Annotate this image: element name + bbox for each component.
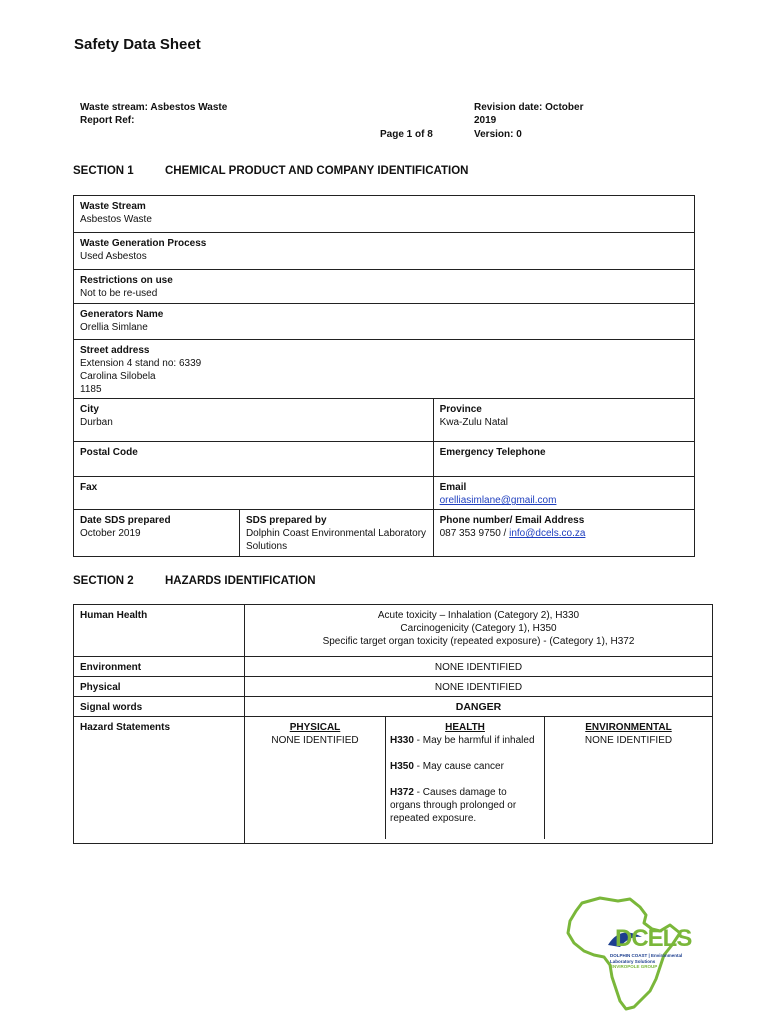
logo-brand (615, 925, 691, 953)
h330-code: H330 (390, 735, 414, 746)
table-row (74, 697, 713, 717)
hazard-statements-cell (245, 717, 713, 844)
dcels-logo (560, 895, 710, 1015)
fax-cell (74, 477, 434, 510)
table-row (74, 657, 713, 677)
h330-statement (390, 734, 540, 747)
waste-stream-cell (74, 196, 695, 233)
field-value: Durban (80, 417, 113, 428)
email-link[interactable]: orelliasimlane@gmail.com (439, 495, 557, 506)
h372-statement (390, 786, 540, 825)
table-row (74, 233, 695, 270)
h350-statement (390, 760, 540, 773)
physical-statement: NONE IDENTIFIED (271, 735, 359, 746)
field-value: Dolphin Coast Environmental Laboratory Solutions (245, 528, 427, 552)
logo-brand-text: DCELS (615, 925, 692, 952)
table-row (74, 340, 695, 399)
phone-cell (433, 510, 694, 557)
signal-words-value: DANGER (245, 697, 713, 717)
company-email-link[interactable]: info@dcels.co.za (509, 528, 586, 539)
hazard-line: Specific target organ toxicity (repeated exposure) - (Category 1), H372 (322, 636, 635, 647)
document-title: Safety Data Sheet (74, 36, 201, 53)
table-row (74, 717, 713, 844)
logo-sub3: ENVIROPOLE GROUP (610, 964, 658, 969)
address-line1: Extension 4 stand no: 6339 (80, 358, 202, 369)
field-value: October 2019 (80, 528, 141, 539)
table-row (74, 677, 713, 697)
field-value: Not to be re-used (80, 288, 158, 299)
field-label: Date SDS prepared (80, 515, 171, 526)
health-heading: HEALTH (445, 722, 485, 733)
physical-value: NONE IDENTIFIED (245, 677, 713, 697)
table-row (74, 304, 695, 340)
physical-label: Physical (74, 677, 245, 697)
environmental-column (545, 717, 713, 839)
report-ref-meta: Report Ref: (80, 115, 135, 127)
section2-table (73, 604, 713, 844)
city-cell (74, 399, 434, 442)
table-row (74, 510, 695, 557)
field-label: Emergency Telephone (439, 447, 546, 458)
field-value: Kwa-Zulu Natal (439, 417, 508, 428)
section2-number: SECTION 2 (73, 575, 134, 587)
phone-value (440, 527, 688, 540)
version: Version: 0 (474, 128, 522, 140)
environmental-statement: NONE IDENTIFIED (584, 735, 673, 746)
section2-title: HAZARDS IDENTIFICATION (165, 575, 316, 587)
phone-number: 087 353 9750 / (439, 528, 510, 539)
hazard-statements-inner (245, 717, 712, 839)
logo-sub1: DOLPHIN COAST (610, 953, 648, 958)
field-value: Asbestos Waste (80, 214, 152, 225)
human-health-cell (245, 605, 713, 657)
section2-heading (73, 575, 316, 587)
h330-text: - May be harmful if inhaled (413, 735, 535, 746)
hazard-line: Acute toxicity – Inhalation (Category 2), H330 (377, 610, 580, 621)
section1-title: CHEMICAL PRODUCT AND COMPANY IDENTIFICATION (165, 165, 469, 177)
field-label: Generators Name (80, 309, 164, 320)
signal-words-label: Signal words (74, 697, 245, 717)
h372-code: H372 (390, 787, 414, 798)
waste-stream-meta: Waste stream: Asbestos Waste (80, 102, 228, 113)
address-line3: 1185 (80, 384, 102, 395)
table-row (74, 399, 695, 442)
section1-number: SECTION 1 (73, 165, 134, 177)
field-label: Fax (80, 482, 98, 493)
field-label: Street address (80, 345, 150, 356)
hazard-line: Carcinogenicity (Category 1), H350 (400, 623, 557, 634)
field-value: Orellia Simlane (80, 322, 148, 333)
province-cell (433, 399, 694, 442)
human-health-label: Human Health (74, 605, 245, 657)
environmental-heading: ENVIRONMENTAL (585, 722, 672, 733)
field-label: Restrictions on use (80, 275, 173, 286)
table-row (74, 196, 695, 233)
emergency-cell (433, 442, 694, 477)
field-label: Postal Code (80, 447, 138, 458)
health-column (386, 717, 545, 839)
table-row (74, 270, 695, 304)
environment-label: Environment (74, 657, 245, 677)
field-value: Used Asbestos (80, 251, 147, 262)
h350-text: - May cause cancer (413, 761, 504, 772)
meta-left (80, 101, 227, 128)
address-line2: Carolina Silobela (80, 371, 156, 382)
field-label: Waste Generation Process (80, 238, 207, 249)
physical-heading: PHYSICAL (289, 722, 341, 733)
meta-right (474, 101, 594, 141)
logo-subtitle: DOLPHIN COAST | Environmental Laboratory Solutions ENVIROPOLE GROUP (610, 953, 683, 969)
logo-sub2: Environmental Laboratory Solutions (610, 953, 683, 964)
h350-code: H350 (390, 761, 414, 772)
field-label: Province (439, 404, 482, 415)
table-row (74, 442, 695, 477)
postal-cell (74, 442, 434, 477)
physical-column (245, 717, 386, 839)
date-prepared-cell (74, 510, 240, 557)
field-label: Phone number/ Email Address (439, 515, 585, 526)
email-cell (433, 477, 694, 510)
field-label: Waste Stream (80, 201, 146, 212)
prepared-by-cell (239, 510, 433, 557)
restrictions-cell (74, 270, 695, 304)
page-number: Page 1 of 8 (380, 129, 433, 140)
table-row (74, 477, 695, 510)
h372-text: - Causes damage to organs through prolonged or repeated exposure. (390, 787, 517, 824)
field-label: Email (439, 482, 467, 493)
hazard-statements-label: Hazard Statements (74, 717, 245, 844)
section1-table (73, 195, 695, 557)
section1-heading (73, 165, 468, 177)
field-label: SDS prepared by (245, 515, 327, 526)
field-label: City (80, 404, 99, 415)
table-row (74, 605, 713, 657)
generation-cell (74, 233, 695, 270)
revision-date: Revision date: October 2019 (474, 102, 584, 127)
generator-cell (74, 304, 695, 340)
environment-value: NONE IDENTIFIED (245, 657, 713, 677)
address-cell (74, 340, 695, 399)
